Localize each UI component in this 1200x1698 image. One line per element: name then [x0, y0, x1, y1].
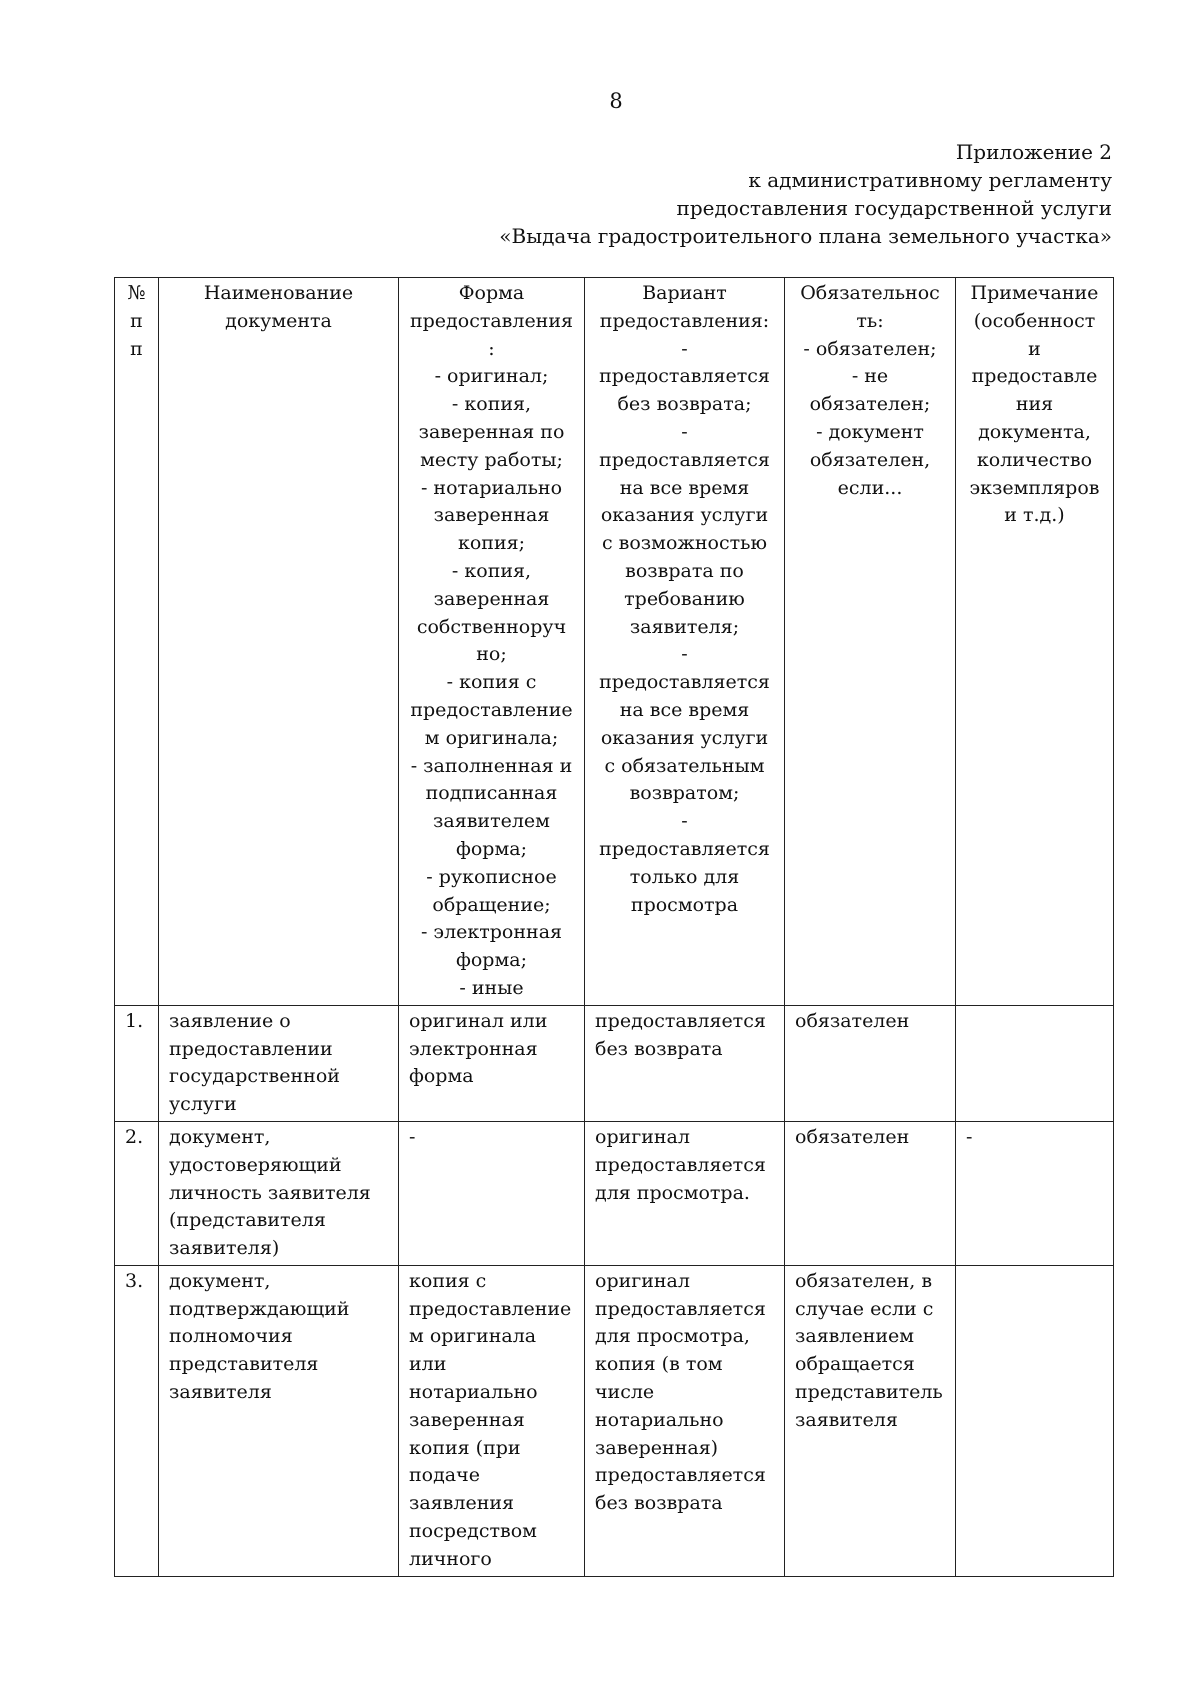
- header-document-name: Наименование документа: [159, 278, 399, 1006]
- header-form: Форма предоставления : - оригинал; - копия, заверенная по месту работы; - нотариально заверенная копия; - копия, заверенная собственноруч но; - копия с предоставление м оригинала; - заполненная и подписанная заявителем форма; - рукописное обращение; - электронная форма; - иные: [399, 278, 585, 1006]
- row-note: [956, 1005, 1114, 1121]
- row-number: 2.: [115, 1121, 159, 1265]
- row-obligatory: обязателен, в случае если с заявлением обращается представитель заявителя: [785, 1265, 956, 1576]
- row-obligatory: обязателен: [785, 1005, 956, 1121]
- appendix-header: Приложение 2 к административному регламенту предоставления государственной услуги «Выдача градостроительного плана земельного участка»: [499, 140, 1112, 248]
- row-variant: оригинал предоставляется для просмотра, копия (в том числе нотариально заверенная) предоставляется без возврата: [585, 1265, 785, 1576]
- table-row: [115, 1265, 1114, 1576]
- header-number: № п п: [115, 278, 159, 1006]
- page-number: 8: [609, 89, 623, 113]
- header-note: Примечание (особенност и предоставле ния документа, количество экземпляров и т.д.): [956, 278, 1114, 1006]
- header-variant: Вариант предоставления: - предоставляется без возврата; - предоставляется на все время оказания услуги с возможностью возврата по требованию заявителя; - предоставляется на все время оказания услуги с обязательным возвратом; - предоставляется только для просмотра: [585, 278, 785, 1006]
- row-document-name: документ, подтверждающий полномочия представителя заявителя: [159, 1265, 399, 1576]
- row-number: 3.: [115, 1265, 159, 1576]
- table-row: [115, 1121, 1114, 1265]
- row-form: оригинал или электронная форма: [399, 1005, 585, 1121]
- row-variant: оригинал предоставляется для просмотра.: [585, 1121, 785, 1265]
- row-obligatory: обязателен: [785, 1121, 956, 1265]
- row-note: [956, 1265, 1114, 1576]
- table-header-row: [115, 278, 1114, 1006]
- row-form: копия с предоставление м оригинала или нотариально заверенная копия (при подаче заявления посредством личного: [399, 1265, 585, 1576]
- header-obligatory: Обязательнос ть: - обязателен; - не обязателен; - документ обязателен, если...: [785, 278, 956, 1006]
- row-number: 1.: [115, 1005, 159, 1121]
- row-document-name: заявление о предоставлении государственной услуги: [159, 1005, 399, 1121]
- documents-table: [114, 277, 1114, 1577]
- row-variant: предоставляется без возврата: [585, 1005, 785, 1121]
- row-form: -: [399, 1121, 585, 1265]
- row-note: -: [956, 1121, 1114, 1265]
- row-document-name: документ, удостоверяющий личность заявителя (представителя заявителя): [159, 1121, 399, 1265]
- table-row: [115, 1005, 1114, 1121]
